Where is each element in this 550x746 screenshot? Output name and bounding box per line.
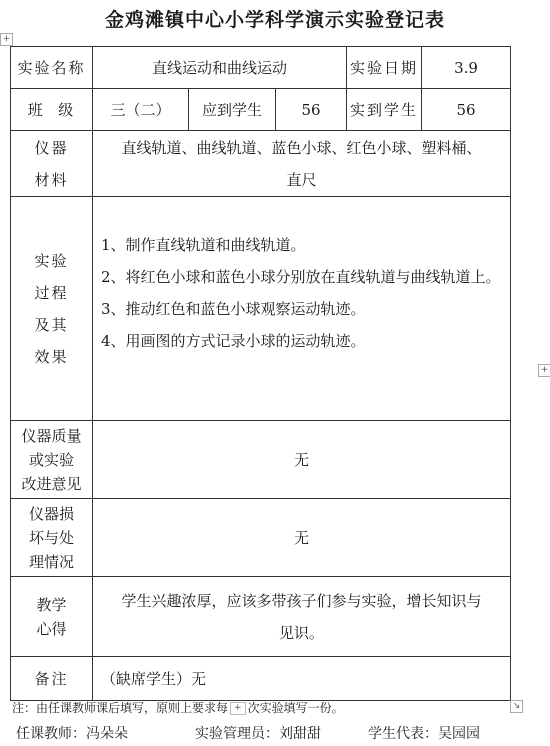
experiment-date-label: 实验日期 xyxy=(347,47,422,89)
quality-label-line: 仪器质量 xyxy=(21,426,82,445)
add-row-plus-icon[interactable]: + xyxy=(538,364,550,377)
reflection-label xyxy=(11,577,93,657)
remarks-value[interactable]: （缺席学生）无 xyxy=(93,657,511,701)
reflection-label-line: 心得 xyxy=(36,619,67,638)
experiment-date-value[interactable]: 3.9 xyxy=(422,47,511,89)
procedure-label-line: 效果 xyxy=(34,347,69,366)
equipment-value[interactable] xyxy=(93,131,511,197)
quality-label-line: 改进意见 xyxy=(21,474,82,493)
teacher-signature: 任课教师：冯朵朵 xyxy=(16,726,128,742)
equipment-label xyxy=(11,131,93,197)
experiment-name-value[interactable]: 直线运动和曲线运动 xyxy=(93,47,347,89)
procedure-step: 2、将红色小球和蓝色小球分别放在直线轨道与曲线轨道上。 xyxy=(101,268,501,286)
procedure-label-line: 及其 xyxy=(34,315,69,334)
reflection-value-line: 学生兴趣浓厚，应该多带孩子们参与实验，增长知识与 xyxy=(121,591,482,610)
actual-students-label: 实到学生 xyxy=(347,89,422,131)
table-row xyxy=(11,421,511,499)
quality-value[interactable]: 无 xyxy=(93,421,511,499)
reflection-value[interactable] xyxy=(93,577,511,657)
table-row xyxy=(11,197,511,421)
table-row xyxy=(11,47,511,89)
registration-table xyxy=(10,46,511,701)
procedure-label xyxy=(11,197,93,421)
expected-students-label: 应到学生 xyxy=(189,89,276,131)
remarks-label: 备注 xyxy=(11,657,93,701)
footnote xyxy=(12,699,344,716)
reflection-value-line: 见识。 xyxy=(279,623,325,642)
table-row xyxy=(11,131,511,197)
admin-signature: 实验管理员：刘甜甜 xyxy=(195,726,321,742)
class-value[interactable]: 三（二） xyxy=(93,89,189,131)
equipment-value-line: 直线轨道、曲线轨道、蓝色小球、红色小球、塑料桶、 xyxy=(121,138,482,157)
reflection-label-line: 教学 xyxy=(36,595,67,614)
class-label: 班 级 xyxy=(11,89,93,131)
equipment-label-line: 材料 xyxy=(34,170,69,189)
procedure-label-line: 实验 xyxy=(34,251,69,270)
quality-label-line: 或实验 xyxy=(28,450,74,469)
quality-label xyxy=(11,421,93,499)
table-row xyxy=(11,657,511,701)
procedure-label-line: 过程 xyxy=(34,283,69,302)
procedure-value[interactable] xyxy=(93,197,511,421)
table-move-handle-icon[interactable]: + xyxy=(0,33,13,46)
table-row xyxy=(11,499,511,577)
expected-students-value[interactable]: 56 xyxy=(276,89,347,131)
equipment-value-line: 直尺 xyxy=(286,170,317,189)
procedure-step: 1、制作直线轨道和曲线轨道。 xyxy=(101,236,306,254)
table-row xyxy=(11,89,511,131)
footnote-text: 次实验填写一份。 xyxy=(247,701,344,715)
equipment-label-line: 仪器 xyxy=(34,138,69,157)
damage-label-line: 坏与处 xyxy=(28,528,74,547)
footnote-text: 注：由任课教师课后填写，原则上要求每 xyxy=(12,701,229,715)
experiment-name-label: 实验名称 xyxy=(11,47,93,89)
table-resize-handle-icon[interactable]: ↘ xyxy=(510,700,523,713)
damage-label-line: 仪器损 xyxy=(28,504,74,523)
table-row xyxy=(11,577,511,657)
damage-label-line: 理情况 xyxy=(28,552,74,571)
actual-students-value[interactable]: 56 xyxy=(422,89,511,131)
damage-value[interactable]: 无 xyxy=(93,499,511,577)
damage-label xyxy=(11,499,93,577)
insert-plus-icon[interactable]: + xyxy=(230,702,246,715)
page-title: 金鸡滩镇中心小学科学演示实验登记表 xyxy=(104,9,445,31)
procedure-step: 3、推动红色和蓝色小球观察运动轨迹。 xyxy=(101,300,366,318)
procedure-step: 4、用画图的方式记录小球的运动轨迹。 xyxy=(101,332,366,350)
student-signature: 学生代表：吴园园 xyxy=(368,726,480,742)
